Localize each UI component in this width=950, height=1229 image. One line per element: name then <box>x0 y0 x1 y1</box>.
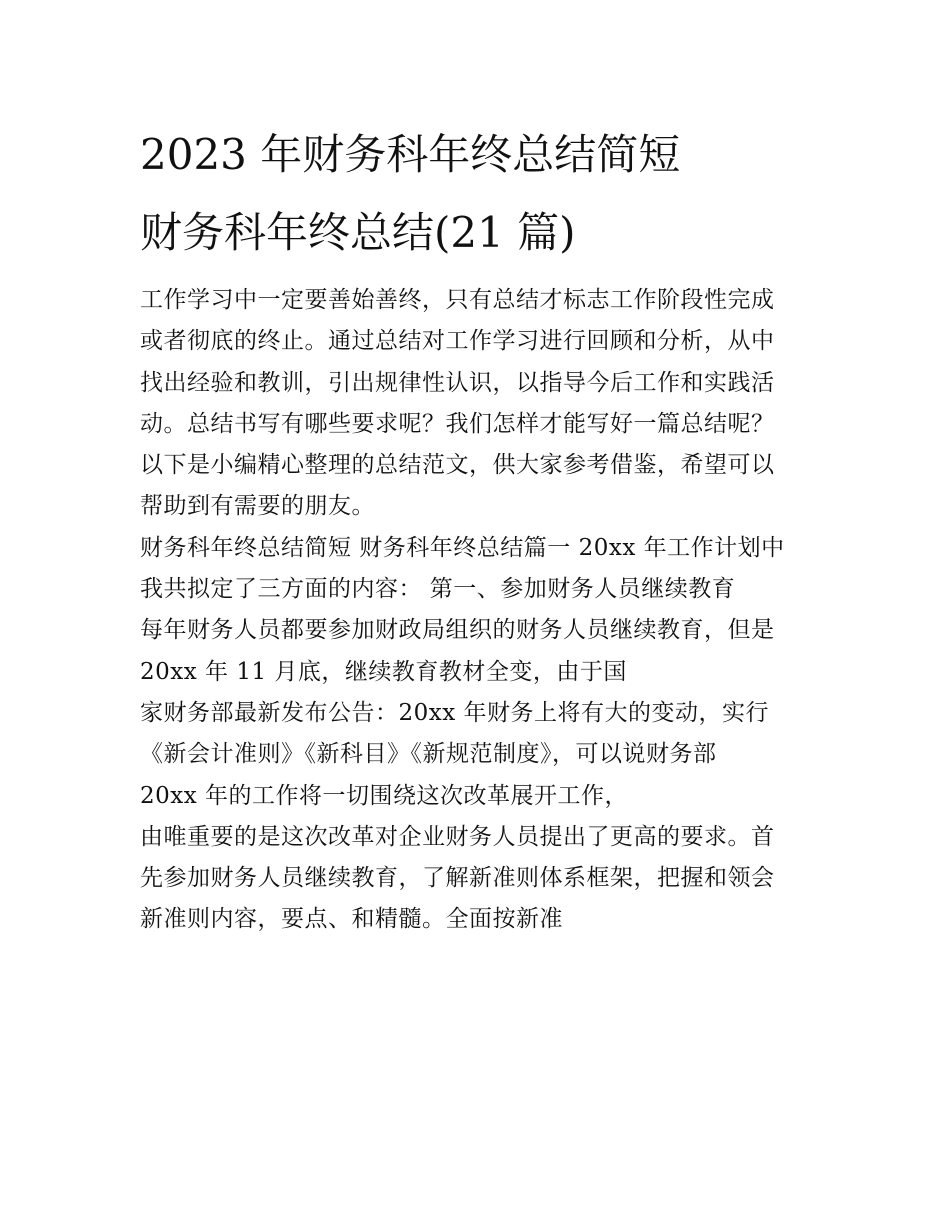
body-line: 工作学习中一定要善始善终，只有总结才标志工作阶段性完成 <box>140 287 775 313</box>
body-line: 财务科年终总结简短 财务科年终总结篇一 20xx 年工作计划中 <box>140 534 785 561</box>
title-line-1: 2023 年财务科年终总结简短 <box>140 130 681 179</box>
body-line: 由唯重要的是这次改革对企业财务人员提出了更高的要求。首 <box>140 823 775 850</box>
body-line: 20xx 年的工作将一切围绕这次改革展开工作， <box>140 782 629 809</box>
body-line: 或者彻底的终止。通过总结对工作学习进行回顾和分析，从中 <box>140 328 775 355</box>
body-line: 我共拟定了三方面的内容： 第一、参加财务人员继续教育 <box>140 576 736 603</box>
document-title <box>140 116 840 272</box>
body-line: 《新会计准则》《新科目》《新规范制度》，可以说财务部 <box>140 741 717 768</box>
title-line-2: 财务科年终总结(21 篇) <box>140 208 576 257</box>
body-line: 每年财务人员都要参加财政局组织的财务人员继续教育，但是 <box>140 617 775 644</box>
document-body <box>140 280 820 941</box>
body-line: 帮助到有需要的朋友。 <box>140 493 375 520</box>
body-line: 20xx 年 11 月底，继续教育教材全变，由于国 <box>140 658 627 685</box>
body-line: 新准则内容，要点、和精髓。全面按新准 <box>140 906 563 933</box>
body-line: 家财务部最新发布公告：20xx 年财务上将有大的变动，实行 <box>140 699 770 726</box>
body-line: 以下是小编精心整理的总结范文，供大家参考借鉴，希望可以 <box>140 452 775 479</box>
body-line: 动。总结书写有哪些要求呢？我们怎样才能写好一篇总结呢？ <box>140 410 775 437</box>
body-line: 找出经验和教训，引出规律性认识，以指导今后工作和实践活 <box>140 369 775 396</box>
body-line: 先参加财务人员继续教育，了解新准则体系框架，把握和领会 <box>140 865 775 892</box>
